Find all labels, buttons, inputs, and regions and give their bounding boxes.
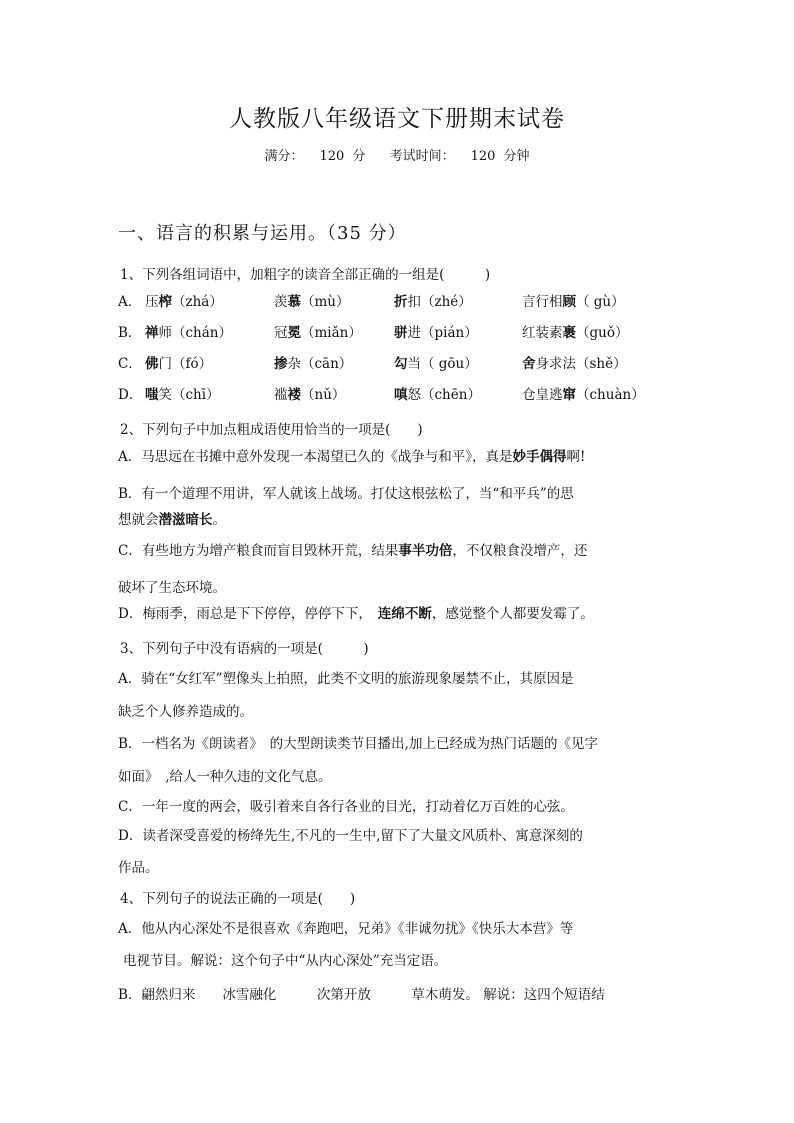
q1-item: 嗤笑（chī） bbox=[145, 387, 220, 403]
q1-item: 禅师（chán） bbox=[145, 325, 232, 341]
q1-item: 舍身求法（shě） bbox=[522, 356, 627, 372]
q1-item: 褴褛（nǔ） bbox=[274, 387, 346, 403]
time-value: 120 分钟 bbox=[470, 149, 530, 164]
question-4-stem: 4、下列句子的说法正确的一项是( ) bbox=[120, 891, 356, 907]
q2-option-c: C．有些地方为增产粮食而盲目毁林开荒，结果事半功倍，不仅粮食没增产，还 bbox=[118, 543, 588, 559]
q2-option-b-cont: 想就会潜滋暗长。 bbox=[118, 512, 226, 528]
q1-item: 嗔怒（chēn） bbox=[394, 387, 481, 403]
score-label: 满分： bbox=[264, 149, 304, 164]
q1-item: 冠冕（miǎn） bbox=[274, 325, 362, 341]
q1-item: 骈进（pián） bbox=[394, 325, 478, 341]
q1-item: 红装素裹（guǒ） bbox=[522, 325, 629, 341]
q1-item: 佛门（fó） bbox=[145, 356, 213, 372]
q3-option-b-cont: 如面》 ,给人一种久违的文化气息。 bbox=[118, 769, 332, 785]
score-value: 120 分 bbox=[319, 149, 366, 164]
question-1-stem: 1、下列各组词语中，加粗字的读音全部正确的一组是( ) bbox=[120, 267, 491, 283]
exam-info bbox=[0, 145, 794, 164]
q1-option-label: A． bbox=[118, 294, 142, 310]
q4-option-b: B．翩然归来 冰雪融化 次第开放 草木萌发。 解说：这四个短语结 bbox=[118, 987, 605, 1003]
q1-item: 折扣（zhé） bbox=[394, 294, 472, 310]
q1-option-label: D． bbox=[118, 387, 143, 403]
q3-option-b: B．一档名为《朗读者》 的大型朗读类节目播出,加上已经成为热门话题的《见字 bbox=[118, 736, 598, 752]
q2-option-a: A．马思远在书摊中意外发现一本渴望已久的《战争与和平》，真是妙手偶得啊! bbox=[118, 449, 586, 465]
q3-option-d-cont: 作品。 bbox=[118, 860, 159, 876]
question-2-stem: 2、下列句子中加点粗成语使用恰当的一项是( ) bbox=[120, 422, 423, 438]
q1-option-label: C． bbox=[118, 356, 142, 372]
q2-option-b: B．有一个道理不用讲，军人就该上战场。打仗这根弦松了，当“和平兵”的思 bbox=[118, 486, 574, 502]
question-3-stem: 3、下列句子中没有语病的一项是( ) bbox=[120, 641, 369, 657]
q2-option-d: D．梅雨季，雨总是下下停停，停停下下， 连绵不断，感觉整个人都要发霉了。 bbox=[118, 606, 594, 622]
q3-option-a: A．骑在“女红军”塑像头上拍照，此类不文明的旅游现象屡禁不止，其原因是 bbox=[118, 671, 574, 687]
section-heading: 一、语言的积累与运用。（35 分） bbox=[118, 223, 407, 244]
q1-item: 勾当（ gōu） bbox=[394, 356, 478, 372]
q2-option-c-cont: 破坏了生态环境。 bbox=[118, 580, 226, 596]
q1-item: 羡慕（mù） bbox=[274, 294, 350, 310]
page-title: 人教版八年级语文下册期末试卷 bbox=[229, 106, 565, 132]
q3-option-a-cont: 缺乏个人修养造成的。 bbox=[118, 704, 253, 720]
q1-item: 压榨（zhá） bbox=[145, 294, 223, 310]
q1-option-label: B． bbox=[118, 325, 142, 341]
q1-item: 仓皇逃窜（chuàn） bbox=[522, 387, 645, 403]
q3-option-c: C．一年一度的两会，吸引着来自各行各业的目光，打动着亿万百姓的心弦。 bbox=[118, 799, 574, 815]
q1-item: 掺杂（cān） bbox=[274, 356, 353, 372]
q4-option-a: A．他从内心深处不是很喜欢《奔跑吧，兄弟》《非诚勿扰》《快乐大本营》等 bbox=[118, 921, 574, 937]
q1-item: 言行相顾（ gù） bbox=[522, 294, 625, 310]
time-label: 考试时间： bbox=[389, 149, 455, 164]
q4-option-a-cont: 电视节目。解说：这个句子中“从内心深处”充当定语。 bbox=[123, 953, 448, 969]
q3-option-d: D．读者深受喜爱的杨绛先生,不凡的一生中,留下了大量文风质朴、寓意深刻的 bbox=[118, 828, 583, 844]
